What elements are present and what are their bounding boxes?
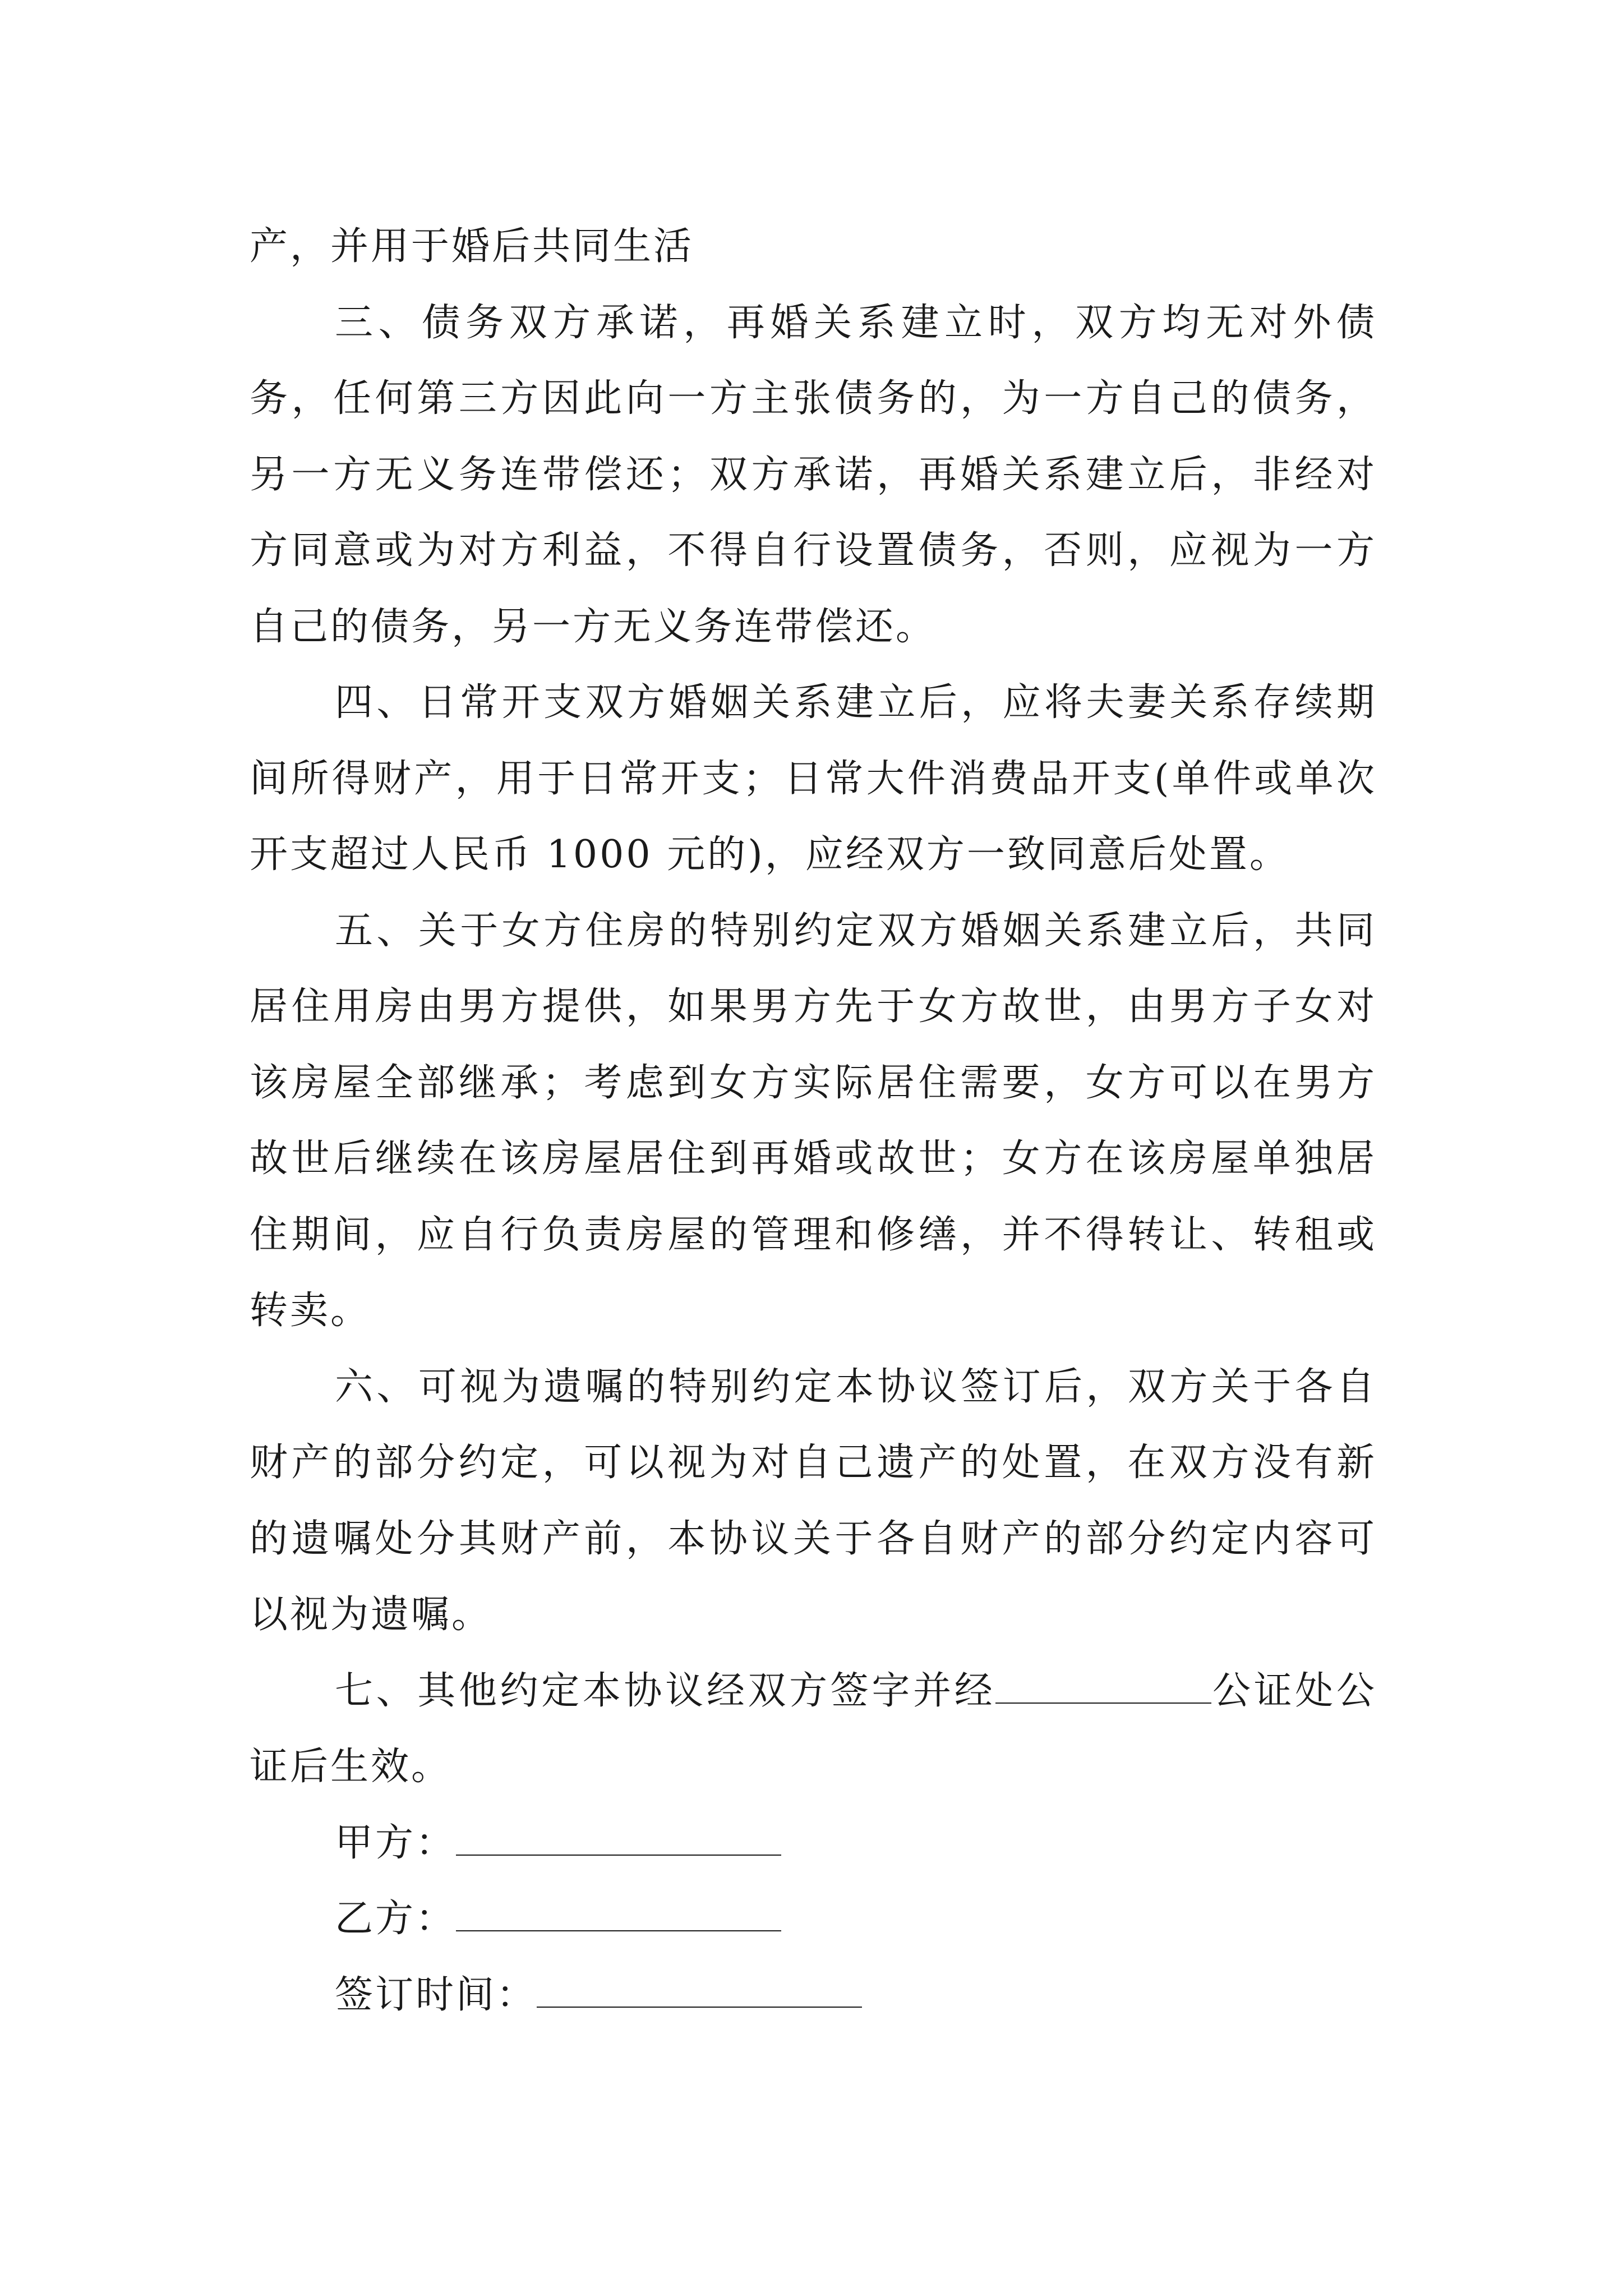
document-body [250, 209, 1377, 2033]
party-b-line [250, 1881, 1377, 1957]
paragraph-clause-3-debts: 三、债务双方承诺，再婚关系建立时，双方均无对外债务，任何第三方因此向一方主张债务的，为一方自己的债务，另一方无义务连带偿还；双方承诺，再婚关系建立后，非经对方同意或为对方利益，不得自行设置债务，否则，应视为一方自己的债务，另一方无义务连带偿还。 [250, 300, 1377, 649]
party-a-line [250, 1805, 1377, 1881]
paragraph-clause-6-will: 六、可视为遗嘱的特别约定本协议签订后，双方关于各自财产的部分约定，可以视为对自己遗产的处置，在双方没有新的遗嘱处分其财产前，本协议关于各自财产的部分约定内容可以视为遗嘱。 [250, 1364, 1377, 1637]
paragraph-clause-4-daily-expenses: 四、日常开支双方婚姻关系建立后，应将夫妻关系存续期间所得财产，用于日常开支；日常大件消费品开支(单件或单次开支超过人民币 1000 元的)，应经双方一致同意后处置。 [250, 680, 1377, 877]
sign-date-line [250, 1957, 1377, 2033]
sign-date-blank[interactable] [537, 1972, 862, 2007]
clause-7-text-before-blank: 七、其他约定本协议经双方签字并经 [335, 1668, 996, 1713]
clause-7-text-after-blank: 公证处公证后生效。 [250, 1668, 1377, 1789]
party-a-label: 甲方： [335, 1820, 457, 1865]
paragraph-clause-5-housing: 五、关于女方住房的特别约定双方婚姻关系建立后，共同居住用房由男方提供，如果男方先于女方故世，由男方子女对该房屋全部继承；考虑到女方实际居住需要，女方可以在男方故世后继续在该房屋居住到再婚或故世；女方在该房屋单独居住期间，应自行负责房屋的管理和修缮，并不得转让、转租或转卖。 [250, 908, 1377, 1333]
notary-office-blank[interactable] [995, 1668, 1211, 1703]
paragraph-continuation: 产，并用于婚后共同生活 [250, 224, 694, 269]
party-a-signature-blank[interactable] [456, 1820, 781, 1855]
paragraph-clause-7-other [250, 1653, 1377, 1805]
party-b-signature-blank[interactable] [456, 1896, 781, 1931]
party-b-label: 乙方： [335, 1897, 457, 1941]
sign-date-label: 签订时间： [335, 1972, 537, 2017]
